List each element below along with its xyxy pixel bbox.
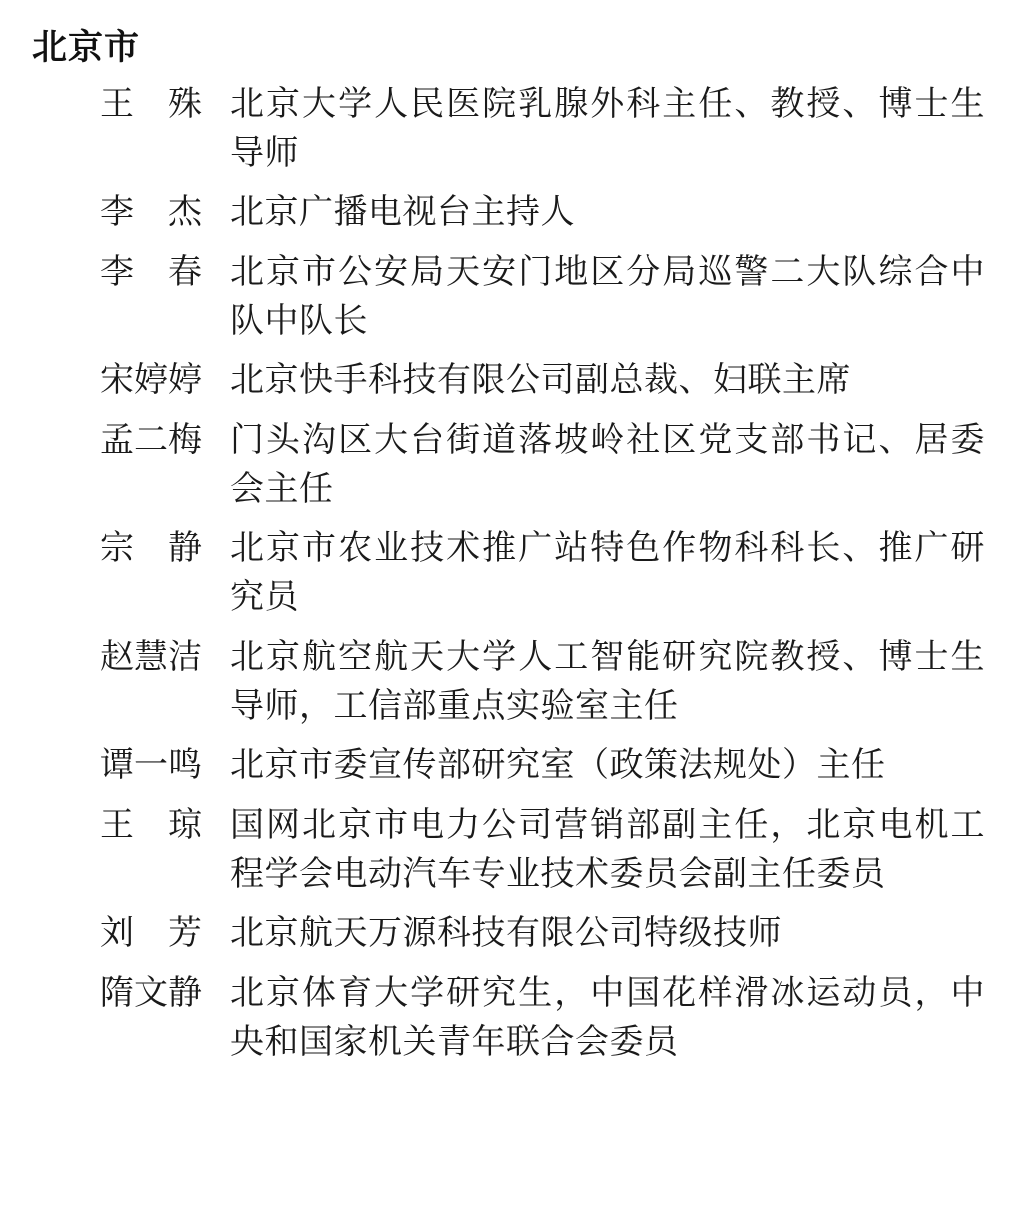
list-item — [30, 909, 995, 958]
entry-description: 北京市农业技术推广站特色作物科科长、推广研究员 — [230, 530, 985, 617]
entry-name: 李 杰 — [100, 194, 202, 232]
page-title: 北京市 — [32, 28, 141, 67]
list-item — [30, 633, 995, 732]
list-item — [30, 801, 995, 900]
entry-list — [30, 80, 995, 1067]
entry-name: 李 春 — [100, 253, 202, 291]
entry-description: 北京航空航天大学人工智能研究院教授、博士生导师，工信部重点实验室主任 — [230, 638, 985, 726]
entry-name: 谭一鸣 — [100, 747, 202, 785]
entry-description: 国网北京市电力公司营销部副主任，北京电机工程学会电动汽车专业技术委员会副主任委员 — [230, 806, 985, 893]
entry-description: 北京大学人民医院乳腺外科主任、教授、博士生导师 — [230, 85, 985, 173]
list-item — [30, 524, 995, 623]
list-item — [30, 969, 995, 1068]
entry-name: 赵慧洁 — [100, 638, 202, 676]
list-item — [30, 741, 995, 790]
entry-description: 北京市公安局天安门地区分局巡警二大队综合中队中队长 — [230, 253, 985, 340]
entry-description: 北京航天万源科技有限公司特级技师 — [230, 915, 782, 953]
list-item — [30, 80, 995, 179]
entry-name: 宗 静 — [100, 530, 202, 568]
entry-name: 刘 芳 — [100, 915, 202, 953]
entry-description: 北京快手科技有限公司副总裁、妇联主席 — [230, 362, 851, 400]
entry-description: 北京广播电视台主持人 — [230, 194, 575, 232]
list-item — [30, 248, 995, 347]
list-item — [30, 188, 995, 237]
entry-name: 宋婷婷 — [100, 362, 202, 400]
list-item — [30, 356, 995, 405]
entry-name: 王 殊 — [100, 85, 202, 123]
list-item — [30, 416, 995, 515]
entry-name: 王 琼 — [100, 806, 202, 844]
entry-name: 隋文静 — [100, 974, 202, 1012]
entry-name: 孟二梅 — [100, 421, 202, 459]
entry-description: 北京体育大学研究生，中国花样滑冰运动员，中央和国家机关青年联合会委员 — [230, 974, 985, 1061]
entry-description: 门头沟区大台街道落坡岭社区党支部书记、居委会主任 — [230, 421, 985, 508]
entry-description: 北京市委宣传部研究室（政策法规处）主任 — [230, 747, 886, 785]
